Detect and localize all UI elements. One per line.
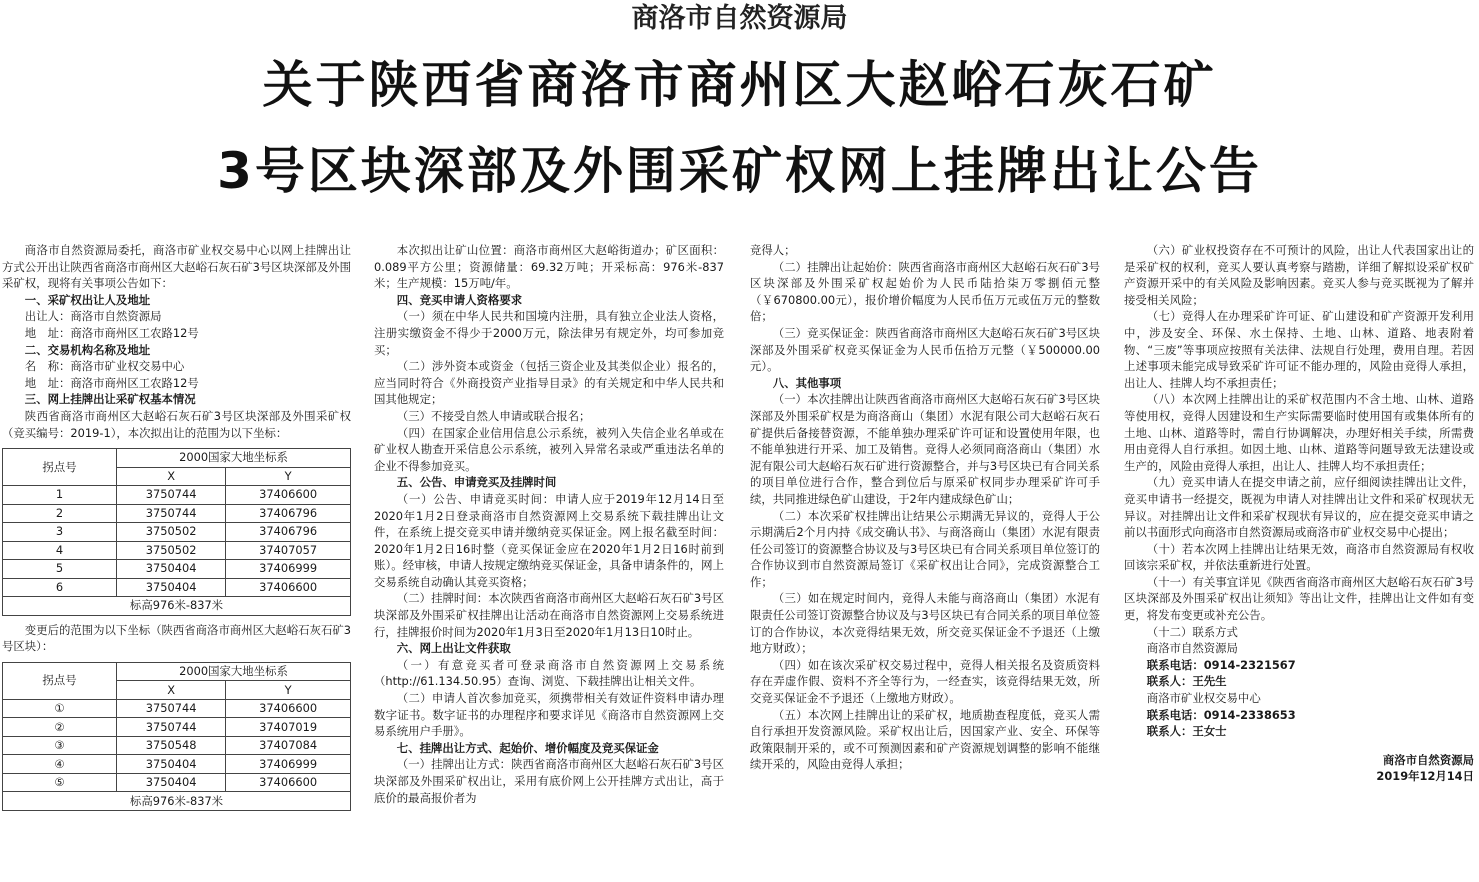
- point-no: ④: [3, 755, 117, 774]
- table-row: [3, 541, 351, 560]
- x-value: 3750404: [117, 773, 226, 792]
- x-value: 3750404: [117, 578, 226, 597]
- table-row: [3, 560, 351, 579]
- x-value: 3750404: [117, 755, 226, 774]
- y-value: 37406600: [226, 773, 351, 792]
- section-6-item-2: （二）申请人首次参加竞买，须携带相关有效证件资料申请办理数字证书。数字证书的办理程序和要求详见《商洛市自然资源网上交易系统用户手册》。: [374, 691, 724, 739]
- point-no: ⑤: [3, 773, 117, 792]
- intro-paragraph: 商洛市自然资源局委托，商洛市矿业权交易中心以网上挂牌出让方式公开出让陕西省商洛市商州区大赵峪石灰石矿3号区块深部及外围采矿权，现将有关事项公告如下：: [2, 243, 351, 291]
- section-3-text: 陕西省商洛市商州区大赵峪石灰石矿3号区块深部及外围采矿权（竞买编号：2019-1），本次拟出让的范围为以下坐标：: [2, 408, 351, 440]
- x-value: 3750744: [117, 718, 226, 737]
- agency-name: 名 称：商洛市矿业权交易中心: [24, 359, 185, 374]
- x-value: 3750502: [117, 523, 226, 542]
- section-8-item-7: （七）竞得人在办理采矿许可证、矿山建设和矿产资源开发利用中，涉及安全、环保、水土保持、土地、山林、道路、地表附着物、“三废”等事项应按照有关法律、法规自行处理，费用自理。若因上述事项未能完成导致采矿许可证不能办理的，风险由竞得人承担，出让人、挂牌人均不承担责任；: [1124, 309, 1474, 390]
- y-value: 37406999: [226, 755, 351, 774]
- y-value: 37406600: [226, 699, 351, 718]
- point-no: ①: [3, 699, 117, 718]
- y-value: 37406796: [226, 504, 351, 523]
- header-org: 商洛市自然资源局: [631, 3, 848, 34]
- section-8-item-9: （九）竞买申请人在提交申请之前，应仔细阅读挂牌出让文件，竞买申请书一经提交，既视为申请人对挂牌出让文件和采矿权现状无异议。对挂牌出让文件和采矿权现状有异议的，应在提交竞买申请之前以书面形式向商洛市自然资源局或商洛市矿业权交易中心提出；: [1124, 475, 1474, 540]
- section-7-item-1-cont: 竞得人；: [750, 243, 796, 257]
- section-3-title: 三、网上挂牌出让采矿权基本情况: [24, 392, 196, 407]
- section-7-title: 七、挂牌出让方式、起始价、增价幅度及竞买保证金: [396, 740, 659, 755]
- section-4-item-2: （二）涉外资本或资金（包括三资企业及其类似企业）报名的，应当同时符合《外商投资产业指导目录》的有关规定和中华人民共和国其他规定；: [374, 359, 724, 407]
- table-header-y: Y: [226, 467, 351, 486]
- table-header-group: 2000国家大地坐标系: [117, 662, 351, 681]
- title-line-1: 关于陕西省商洛市商州区大赵峪石灰石矿: [262, 56, 1217, 114]
- transferor-address: 地 址：商洛市商州区工农路12号: [24, 325, 199, 340]
- column-3: [750, 242, 1100, 773]
- section-8-item-4: （四）如在该次采矿权交易过程中，竞得人相关报名及资质资料存在弄虚作假、资料不齐全等行为，一经查实，该竞得结果无效，所交竞买保证金不予退还（上缴地方财政）。: [750, 657, 1100, 706]
- contact-org-2: 商洛市矿业权交易中心: [1146, 691, 1261, 706]
- table-row: [3, 736, 351, 755]
- point-no: ③: [3, 736, 117, 755]
- section-7-item-3: （三）竞买保证金：陕西省商洛市商州区大赵峪石灰石矿3号区块深部及外围采矿权竞买保证金为人民币伍拾万元整（￥500000.00元）。: [750, 325, 1100, 374]
- y-value: 37406600: [226, 486, 351, 505]
- section-7-item-2: （二）挂牌出让起始价：陕西省商洛市商州区大赵峪石灰石矿3号区块深部及外围采矿权起始价为人民币陆拾柒万零捌佰元整（￥670800.00元），报价增价幅度为人民币伍万元或伍万元的整数倍；: [750, 259, 1100, 324]
- contact-tel-1: 联系电话：0914-2321567: [1146, 657, 1296, 672]
- section-8-item-12: （十二）联系方式: [1146, 624, 1238, 639]
- table-header-x: X: [117, 467, 226, 486]
- table-header-point: 拐点号: [3, 662, 117, 699]
- table-row: [3, 486, 351, 505]
- section-5-title: 五、公告、申请竞买及挂牌时间: [396, 475, 557, 490]
- y-value: 37407019: [226, 718, 351, 737]
- section-4-item-4: （四）在国家企业信用信息公示系统，被列入失信企业名单或在矿业权人勘查开采信息公示系统，被列入异常名录或严重违法名单的企业不得参加竞买。: [374, 425, 724, 473]
- section-8-item-11: （十一）有关事宜详见《陕西省商洛市商州区大赵峪石灰石矿3号区块深部及外围采矿权出让须知》等出让文件，挂牌出让文件如有变更，将发布变更或补充公告。: [1124, 574, 1474, 623]
- table-row: [3, 755, 351, 774]
- section-8-item-10: （十）若本次网上挂牌出让结果无效，商洛市自然资源局有权收回该宗采矿权，并依法重新进行处置。: [1124, 541, 1474, 573]
- column-4: [1124, 242, 1474, 784]
- table-row: [3, 523, 351, 542]
- signature-date: 2019年12月14日: [1376, 768, 1474, 783]
- transferor: 出让人：商洛市自然资源局: [24, 309, 162, 324]
- column-2: [374, 242, 724, 806]
- table-header-group: 2000国家大地坐标系: [117, 449, 351, 468]
- table-header-x: X: [117, 681, 226, 700]
- section-4-item-1: （一）须在中华人民共和国境内注册，具有独立企业法人资格，注册实缴资金不得少于2000万元，除法律另有规定外，均可参加竞买；: [374, 309, 724, 357]
- point-no: 2: [3, 504, 117, 523]
- section-7-item-1: （一）挂牌出让方式：陕西省商洛市商州区大赵峪石灰石矿3号区块深部及外围采矿权出让，采用有底价网上公开挂牌方式出让，高于底价的最高报价者为: [374, 757, 724, 805]
- y-value: 37406796: [226, 523, 351, 542]
- table-row: [3, 773, 351, 792]
- mine-info: 本次拟出让矿山位置：商洛市商州区大赵峪街道办；矿区面积：0.089平方公里；资源储量：69.32万吨；开采标高：976米-837米；生产规模：15万吨/年。: [374, 243, 724, 291]
- section-5-item-1: （一）公告、申请竞买时间：申请人应于2019年12月14日至2020年1月2日登录商洛市自然资源网上交易系统下载挂牌出让文件，在系统上提交竞买申请并缴纳竞买保证金。网上报名截至时间：2020年1月2日16时整（竞买保证金应在2020年1月2日16时前到账）。经审核，申请人按规定缴纳竞买保证金，具备申请条件的，网上交易系统自动确认其竞买资格；: [374, 491, 724, 589]
- section-1-title: 一、采矿权出让人及地址: [24, 292, 151, 307]
- section-8-item-6: （六）矿业权投资存在不可预计的风险，出让人代表国家出让的是采矿权的权利，竞买人要认真考察与踏勘，详细了解拟设采矿权矿产资源开采中的有关风险及影响因素。竞买人参与竞买既视为了解并接受相关风险；: [1124, 243, 1474, 307]
- section-6-title: 六、网上出让文件获取: [396, 641, 511, 656]
- table-row: [3, 718, 351, 737]
- column-1: [2, 242, 351, 817]
- section-5-item-2: （二）挂牌时间：本次陕西省商洛市商州区大赵峪石灰石矿3号区块深部及外围采矿权挂牌出让活动在商洛市自然资源网上交易系统进行，挂牌报价时间为2020年1月3日至2020年1月13日10时止。: [374, 591, 724, 639]
- x-value: 3750548: [117, 736, 226, 755]
- section-4-title: 四、竞买申请人资格要求: [396, 292, 523, 307]
- coords-table-original: [2, 448, 351, 616]
- x-value: 3750744: [117, 486, 226, 505]
- table-row: [3, 578, 351, 597]
- y-value: 37407084: [226, 736, 351, 755]
- point-no: 1: [3, 486, 117, 505]
- section-8-item-2: （二）本次采矿权挂牌出让结果公示期满无异议的，竞得人于公示期满后2个月内持《成交确认书》、与商洛商山（集团）水泥有限责任公司签订的资源整合协议及与3号区块已有合同关系项目单位签订的合作协议到市自然资源局签订《采矿权出让合同》，完成资源整合工作；: [750, 508, 1100, 589]
- y-value: 37406999: [226, 560, 351, 579]
- contact-person-2: 联系人：王女士: [1146, 724, 1227, 739]
- point-no: 5: [3, 560, 117, 579]
- x-value: 3750744: [117, 504, 226, 523]
- title-line-2: 3号区块深部及外围采矿权网上挂牌出让公告: [217, 142, 1262, 200]
- section-8-item-8: （八）本次网上挂牌出让的采矿权范围内不含土地、山林、道路等使用权，竞得人因建设和生产实际需要临时使用国有或集体所有的土地、山林、道路等时，需自行协调解决，办理好相关手续，所需费用由竞得人自行承担。如因土地、山林、道路等问题导致无法建设或生产的，风险由竞得人承担，出让人、挂牌人均不承担责任；: [1124, 392, 1474, 473]
- elevation-footer: 标高976米-837米: [3, 792, 351, 811]
- table-header-point: 拐点号: [3, 449, 117, 486]
- signature-block: [1124, 752, 1474, 784]
- x-value: 3750404: [117, 560, 226, 579]
- x-value: 3750744: [117, 699, 226, 718]
- x-value: 3750502: [117, 541, 226, 560]
- contact-person-1: 联系人：王先生: [1146, 674, 1227, 689]
- y-value: 37407057: [226, 541, 351, 560]
- section-8-item-5: （五）本次网上挂牌出让的采矿权，地质勘查程度低，竞买人需自行承担开发资源风险。采矿权出让后，因国家产业、安全、环保等政策限制开采的，或不可预测因素和矿产资源规划调整的影响不能继续开采的，风险由竞得人承担；: [750, 707, 1100, 772]
- y-value: 37406600: [226, 578, 351, 597]
- section-6-item-1: （一）有意竞买者可登录商洛市自然资源网上交易系统（http://61.134.50.95）查询、浏览、下载挂牌出让相关文件。: [374, 657, 724, 689]
- point-no: 4: [3, 541, 117, 560]
- table-row: [3, 504, 351, 523]
- changed-range-text: 变更后的范围为以下坐标（陕西省商洛市商州区大赵峪石灰石矿3号区块）：: [2, 622, 351, 654]
- coords-table-changed: [2, 662, 351, 811]
- contact-org-1: 商洛市自然资源局: [1146, 641, 1238, 656]
- agency-address: 地 址：商洛市商州区工农路12号: [24, 375, 199, 390]
- point-no: 3: [3, 523, 117, 542]
- point-no: ②: [3, 718, 117, 737]
- section-4-item-3: （三）不接受自然人申请或联合报名；: [396, 408, 591, 423]
- section-8-item-3: （三）如在规定时间内，竞得人未能与商洛商山（集团）水泥有限责任公司签订资源整合协议及与3号区块已有合同关系的项目单位签订的合作协议，本次竞得结果无效，所交竞买保证金不予退还（上缴地方财政）；: [750, 591, 1100, 656]
- point-no: 6: [3, 578, 117, 597]
- table-header-y: Y: [226, 681, 351, 700]
- section-8-item-1: （一）本次挂牌出让陕西省商洛市商州区大赵峪石灰石矿3号区块深部及外围采矿权是为商洛商山（集团）水泥有限公司大赵峪石灰石矿提供后备接替资源，不能单独办理采矿许可证和设置使用年限，也不能单独进行开采、加工及销售。竞得人必须同商洛商山（集团）水泥有限公司大赵峪石灰石矿进行资源整合，并与3号区块已有合同关系的项目单位进行合作，整合到位后与原采矿权同步办理采矿许可手续，共同推进绿色矿山建设，于2年内建成绿色矿山；: [750, 392, 1100, 506]
- signature-org: 商洛市自然资源局: [1382, 752, 1474, 767]
- contact-tel-2: 联系电话：0914-2338653: [1146, 707, 1296, 722]
- table-row: [3, 699, 351, 718]
- section-2-title: 二、交易机构名称及地址: [24, 342, 151, 357]
- section-8-title: 八、其他事项: [772, 375, 842, 390]
- elevation-footer: 标高976米-837米: [3, 597, 351, 616]
